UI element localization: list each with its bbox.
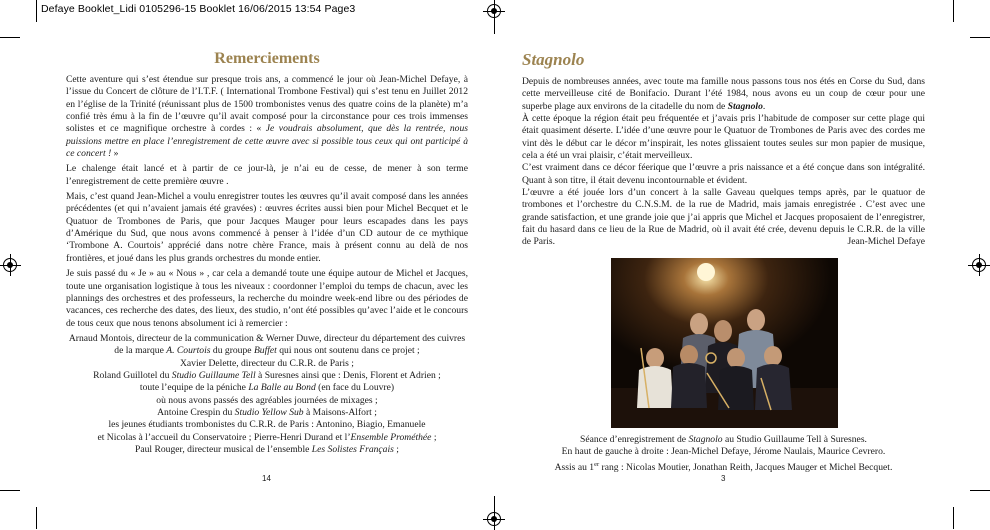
paragraph: Je suis passé du « Je » au « Nous » , car cela a demandé toute une équipe autour de Michel et Jacques, toute une organisation logistique à tous les niveaux : coordonner l’emploi du temps de chacun, avec les plannings des orchestres et des professeurs, la recherche du moindre week-end libre ou des périodes de vacances, ces recherche des dates, des lieux, des studio, n’ont été possibles qu’avec l’aide et le concours de tous ceux que nous tenons absolument ici à remercier : (66, 268, 468, 329)
crop-mark (36, 0, 37, 22)
registration-mark-icon (3, 258, 17, 272)
thanks-line: où nous avons passés des agréables journées de mixages ; (156, 394, 378, 406)
print-slug: Defaye Booklet_Lidi 0105296-15 Booklet 16/06/2015 13:54 Page3 (41, 3, 356, 15)
text: Depuis de nombreuses années, avec toute ma famille nous passons tous nos étés en Corse du Sud, dans cette merveilleuse cité de Bonifacio. Durant l’été 1984, nous avons eu un coup de cœur pour une superbe plage aux environs de la citadelle du nom de (522, 76, 925, 112)
text: qui nous ont soutenu dans ce projet ; (276, 345, 420, 357)
text: au Studio Guillaume Tell à Suresnes. (722, 434, 867, 445)
left-page (66, 50, 468, 456)
text: Roland Guillotel du (93, 369, 172, 381)
text: ; (431, 431, 437, 443)
page-title-stagnolo: Stagnolo (522, 50, 585, 69)
thanks-line (66, 432, 468, 444)
paragraph (66, 74, 468, 160)
venue: La Balle au Bond (248, 382, 316, 394)
crop-mark (36, 507, 37, 529)
crop-mark (0, 37, 20, 38)
caption-line (522, 434, 925, 446)
text: . (762, 100, 766, 112)
signature: Jean-Michel Defaye (847, 236, 925, 248)
text: Séance d’enregistrement de (580, 434, 689, 445)
paragraph: Mais, c’est quand Jean-Michel a voulu enregistrer toutes les œuvres qu’il avait composé dans les années précédentes (et qui n’avaient jamais été gravées) : œuvres écrites aussi bien pour Michel Becquet et le Quatuor de Trombones de Paris, que pour Jacques Mauger pour leurs escapades dans les pays d’Amérique du Sud, que nous avons commencé à penser à l’idée d’un CD autour de ce mythique ‘Trombone A. Courtois’ apprécié dans notre chère France, mais à présent connu au delà de nos frontières, et joué dans les plus grands orchestres du monde entier. (66, 191, 468, 264)
text: (en face du Louvre) (315, 382, 395, 394)
text: Antoine Crespin du (157, 406, 235, 418)
title-ref: Stagnolo (688, 434, 723, 445)
text: Arnaud Montois, directeur de la communication & Werner Duwe, directeur du département des cuivres de la marque (68, 332, 466, 357)
paragraph (522, 76, 925, 113)
paragraph: Le chalenge était lancé et à partir de ce jour-là, je n’ai eu de cesse, de mener à son terme l’enregistrement de cette première œuvre . (66, 163, 468, 187)
text: Paul Rouger, directeur musical de l’ensemble (135, 443, 312, 455)
page-number-left: 14 (262, 474, 271, 483)
text: à Maisons-Alfort ; (303, 406, 377, 418)
right-body (522, 76, 925, 249)
thanks-line: Xavier Delette, directeur du C.R.R. de Paris ; (180, 357, 354, 369)
crop-mark (0, 490, 20, 491)
thanks-line: les jeunes étudiants trombonistes du C.R.R. de Paris : Antonino, Biagio, Emanuele (108, 419, 426, 431)
caption-line (522, 459, 925, 474)
left-body (66, 74, 468, 456)
text: du groupe (210, 345, 254, 357)
page-title-remerciements: Remerciements (214, 50, 320, 67)
text: et Nicolas à l’accueil du Conservatoire ; Pierre-Henri Durand et l’ (97, 431, 351, 443)
studio: Studio Yellow Sub (234, 406, 304, 418)
crop-mark (970, 490, 990, 491)
paragraph: À cette époque la région était peu fréquentée et j’avais pris l’habitude de composer sur cette plage qui était quasiment déserte. L’idée d’une œuvre pour le Quatuor de Trombones de Paris avec des cordes me vint dès le début car le décor m’inspirait, les notes glissaient toutes seules sur mon papier de musique, cela a été un vrai plaisir, c’était merveilleux. (522, 113, 925, 162)
paragraph (522, 187, 925, 249)
text: rang : Nicolas Moutier, Jonathan Reith, Jacques Mauger et Michel Becquet. (599, 461, 893, 473)
superscript: er (594, 460, 600, 468)
crop-mark (953, 507, 954, 529)
photo-illustration (611, 258, 838, 428)
thanks-line (66, 382, 468, 394)
thanks-line (66, 333, 468, 358)
thanks-line (66, 444, 468, 456)
thanks-line (66, 370, 468, 382)
studio: Studio Guillaume Tell (171, 369, 256, 381)
text: » (111, 148, 119, 160)
right-page (522, 50, 925, 249)
text: L’œuvre a été jouée lors d’un concert à la salle Gaveau quelques temps après, par le quatuor de trombones et l’orchestre du C.N.S.M. de la rue de Madrid, mais jamais enregistrée . C’est avec une grande satisfaction, et une grande joie que j’ai appris que Michel et Jacques proposaient de l’enregistrer, fait du hasard dans ce lieu de la Rue de Madrid, où il avait été crée, devenu depuis le C.R.R. de la ville de Paris. (522, 187, 925, 248)
paragraph: C’est vraiment dans ce décor féerique que l’œuvre a pris naissance et a été conçue dans son intégralité. Quant à son titre, il était devenu incontournable et évident. (522, 162, 925, 186)
thanks-list (66, 333, 468, 456)
ensemble: Ensemble Prométhée (350, 431, 432, 443)
quote: Je voudrais absolument, que dès la rentrée, nous puissions mettre en place l’enregistrement de cette œuvre avec si possible tous ceux qui ont participé à ce concert ! (66, 123, 468, 160)
crop-mark (953, 0, 954, 22)
caption-line: En haut de gauche à droite : Jean-Michel Defaye, Jérome Naulais, Maurice Cevrero. (561, 446, 886, 458)
brand: Buffet (253, 345, 277, 357)
registration-mark-icon (972, 258, 986, 272)
registration-mark-icon (487, 4, 501, 18)
thanks-line (66, 407, 468, 419)
text: Cette aventure qui s’est étendue sur presque trois ans, a commencé le jour où Jean-Michel Defaye, à l’issue du Concert de clôture de l’I.T.F. ( International Trombone Festival) qui s’est tenu en Juillet 2012 en l’église de la Trinité (réunissant plus de 1500 trombonistes venus des quatre coins de la planète) m’a confié très ému à la fin de l’œuvre qu’il avait composé pour la circonstance pour ces trois immenses solistes et ce magnifique orchestre à cordes : « (66, 74, 468, 135)
page-number-right: 3 (721, 474, 726, 483)
text: à Suresnes ainsi que : Denis, Florent et Adrien ; (255, 369, 441, 381)
crop-mark (970, 37, 990, 38)
ensemble: Les Solistes Français (311, 443, 394, 455)
recording-session-photo (611, 258, 838, 428)
photo-caption (522, 434, 925, 474)
text: ; (393, 443, 399, 455)
text: toute l’equipe de la péniche (139, 382, 249, 394)
fold-mark (494, 22, 495, 34)
text: Assis au 1 (554, 461, 595, 473)
brand: A. Courtois (166, 345, 211, 357)
title-ref: Stagnolo (727, 100, 763, 112)
fold-mark (494, 496, 495, 508)
registration-mark-icon (487, 512, 501, 526)
